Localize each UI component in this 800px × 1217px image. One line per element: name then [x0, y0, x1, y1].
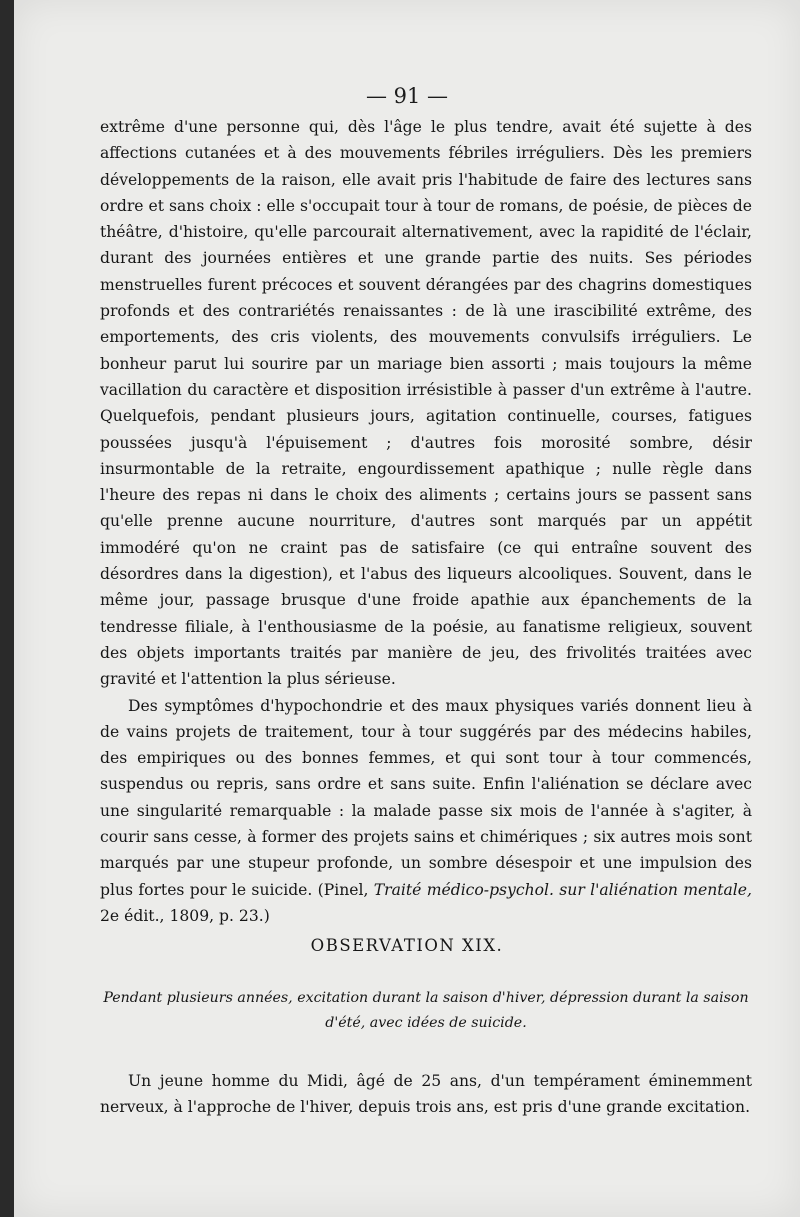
main-text-block — [100, 114, 752, 929]
paragraph-1: extrême d'une personne qui, dès l'âge le plus tendre, avait été sujette à des affections cutanées et à des mouvements fébriles irréguliers. Dès les premiers développements de la raison, elle avait pris l'habitude de faire des lectures sans ordre et sans choix : elle s'occupait tour à tour de romans, de poésie, de pièces de théâtre, d'histoire, qu'elle parcourait alternativement, avec la rapidité de l'éclair, durant des journées entières et une grande partie des nuits. Ses périodes menstruelles furent précoces et souvent dérangées par des chagrins domestiques profonds et des contrariétés renaissantes : de là une irascibilité extrême, des emportements, des cris violents, des mouvements convulsifs irréguliers. Le bonheur parut lui sourire par un mariage bien assorti ; mais toujours la même vacillation du caractère et disposition irrésistible à passer d'un extrême à l'autre. Quelquefois, pendant plusieurs jours, agitation continuelle, courses, fatigues poussées jusqu'à l'épuisement ; d'autres fois morosité sombre, désir insurmontable de la retraite, engourdissement apathique ; nulle règle dans l'heure des repas ni dans le choix des aliments ; certains jours se passent sans qu'elle prenne aucune nourriture, d'autres sont marqués par un appétit immodéré qu'on ne craint pas de satisfaire (ce qui entraîne souvent des désordres dans la digestion), et l'abus des liqueurs alcooliques. Souvent, dans le même jour, passage brusque d'une froide apathie aux épanchements de la tendresse filiale, à l'enthousiasme de la poésie, au fanatisme religieux, souvent des objets importants traités par manière de jeu, des frivolités traitées avec gravité et l'attention la plus sérieuse. — [100, 118, 752, 689]
observation-summary: Pendant plusieurs années, excitation durant la saison d'hiver, dépression durant la saison d'été, avec idées de suicide. — [103, 990, 749, 1031]
paragraph-2-text: Des symptômes d'hypochondrie et des maux physiques variés donnent lieu à de vains projets de traitement, tour à tour suggérés par des médecins habiles, des empiriques ou des bonnes femmes, et qui sont tour à tour commencés, suspendus ou repris, sans ordre et sans suite. Enfin l'aliénation se déclare avec une singularité remarquable : la malade passe six mois de l'année à s'agiter, à courir sans cesse, à former des projets sains et chimériques ; six autres mois sont marqués par une stupeur profonde, un sombre désespoir et une impulsion des plus fortes pour le suicide. (Pinel, — [100, 696, 752, 899]
book-page — [14, 0, 800, 1217]
citation-details: 2e édit., 1809, p. 23.) — [100, 906, 270, 925]
citation-title: Traité médico-psychol. sur l'aliénation mentale, — [373, 880, 752, 899]
page-number: — 91 — — [365, 84, 449, 108]
observation-body: Un jeune homme du Midi, âgé de 25 ans, d'un tempérament éminemment nerveux, à l'approche de l'hiver, depuis trois ans, est pris d'une grande excitation. — [100, 1072, 752, 1117]
paragraph-2 — [100, 693, 752, 930]
observation-title: OBSERVATION XIX. — [310, 936, 504, 955]
